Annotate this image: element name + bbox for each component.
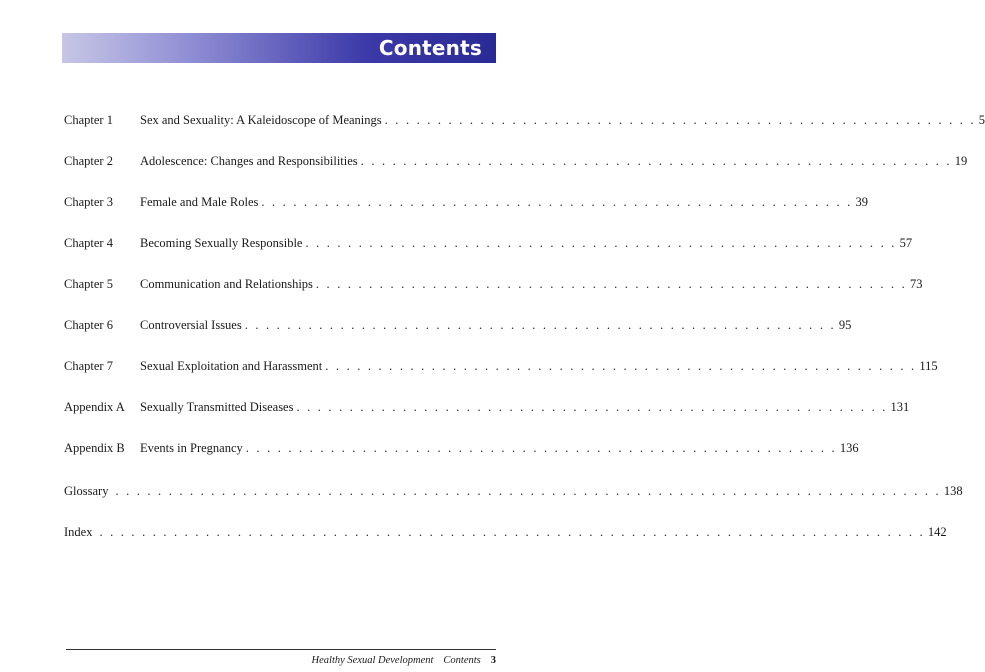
toc-entry-glossary[interactable] (64, 484, 963, 502)
entry-page: 19 (954, 154, 968, 168)
toc-entry-chapter-5[interactable] (64, 277, 923, 295)
dot-leader: . . . . . . . . . . . . . . . . . . . . . . . . . . . . . . . . . . . . . . . . . . . . . . . . . . . . . . . . (315, 277, 907, 291)
entry-label: Chapter 4 (64, 236, 113, 250)
entry-page: 39 (855, 195, 868, 209)
entry-label: Appendix A (64, 400, 125, 414)
entry-label: Chapter 6 (64, 318, 113, 332)
entry-page: 115 (919, 359, 938, 373)
toc-entry-appendix-b[interactable] (64, 441, 859, 459)
entry-title: Becoming Sexually Responsible (140, 236, 303, 250)
entry-title: Sexual Exploitation and Harassment (140, 359, 323, 373)
entry-title: Controversial Issues (140, 318, 242, 332)
dot-leader: . . . . . . . . . . . . . . . . . . . . . . . . . . . . . . . . . . . . . . . . . . . . . . . . . . . . . . . . (244, 318, 836, 332)
footer-page-number: 3 (490, 655, 496, 666)
page-footer (312, 655, 496, 666)
entry-label: Chapter 2 (64, 154, 113, 168)
dot-leader: . . . . . . . . . . . . . . . . . . . . . . . . . . . . . . . . . . . . . . . . . . . . . . . . . . . . . . . . (325, 359, 917, 373)
entry-page: 136 (839, 441, 859, 455)
entry-title: Sex and Sexuality: A Kaleidoscope of Meanings (140, 113, 382, 127)
footer-rule (66, 649, 496, 650)
entry-label: Index (64, 525, 93, 539)
contents-header-bar (62, 33, 496, 63)
entry-title: Events in Pregnancy (140, 441, 243, 455)
dot-leader: . . . . . . . . . . . . . . . . . . . . . . . . . . . . . . . . . . . . . . . . . . . . . . . . . . . . . . . . (296, 400, 888, 414)
entry-label: Chapter 5 (64, 277, 113, 291)
entry-page: 5 (978, 113, 985, 127)
toc-entry-chapter-2[interactable] (64, 154, 968, 172)
entry-title: Communication and Relationships (140, 277, 313, 291)
dot-leader: . . . . . . . . . . . . . . . . . . . . . . . . . . . . . . . . . . . . . . . . . . . . . . . . . . . . . . . . (384, 113, 976, 127)
entry-label: Chapter 7 (64, 359, 113, 373)
entry-page: 95 (838, 318, 852, 332)
dot-leader: . . . . . . . . . . . . . . . . . . . . . . . . . . . . . . . . . . . . . . . . . . . . . . . . . . . . . . . . . . . . . . . . . . . . . . . . . . . . . . (115, 484, 941, 498)
dot-leader: . . . . . . . . . . . . . . . . . . . . . . . . . . . . . . . . . . . . . . . . . . . . . . . . . . . . . . . . (305, 236, 897, 250)
entry-page: 138 (943, 484, 963, 498)
dot-leader: . . . . . . . . . . . . . . . . . . . . . . . . . . . . . . . . . . . . . . . . . . . . . . . . . . . . . . . . (261, 195, 853, 209)
toc-entry-chapter-4[interactable] (64, 236, 913, 254)
footer-section: Contents (443, 655, 481, 666)
toc-entry-index[interactable] (64, 525, 947, 543)
entry-label: Chapter 1 (64, 113, 113, 127)
dot-leader: . . . . . . . . . . . . . . . . . . . . . . . . . . . . . . . . . . . . . . . . . . . . . . . . . . . . . . . . (360, 154, 952, 168)
entry-title: Female and Male Roles (140, 195, 259, 209)
entry-label: Chapter 3 (64, 195, 113, 209)
dot-leader: . . . . . . . . . . . . . . . . . . . . . . . . . . . . . . . . . . . . . . . . . . . . . . . . . . . . . . . . (245, 441, 837, 455)
page-title: Contents (378, 36, 482, 60)
entry-label: Appendix B (64, 441, 125, 455)
entry-page: 142 (927, 525, 947, 539)
toc-entry-chapter-6[interactable] (64, 318, 852, 336)
entry-page: 57 (899, 236, 913, 250)
footer-book-title: Healthy Sexual Development (311, 655, 434, 666)
dot-leader: . . . . . . . . . . . . . . . . . . . . . . . . . . . . . . . . . . . . . . . . . . . . . . . . . . . . . . . . . . . . . . . . . . . . . . . . . . . . . . (99, 525, 925, 539)
toc-entry-chapter-7[interactable] (64, 359, 938, 377)
toc-entry-appendix-a[interactable] (64, 400, 910, 418)
entry-page: 131 (890, 400, 910, 414)
toc-entry-chapter-1[interactable] (64, 113, 985, 131)
toc-entry-chapter-3[interactable] (64, 195, 868, 213)
entry-label: Glossary (64, 484, 109, 498)
entry-page: 73 (909, 277, 923, 291)
entry-title: Sexually Transmitted Diseases (140, 400, 294, 414)
entry-title: Adolescence: Changes and Responsibilities (140, 154, 358, 168)
